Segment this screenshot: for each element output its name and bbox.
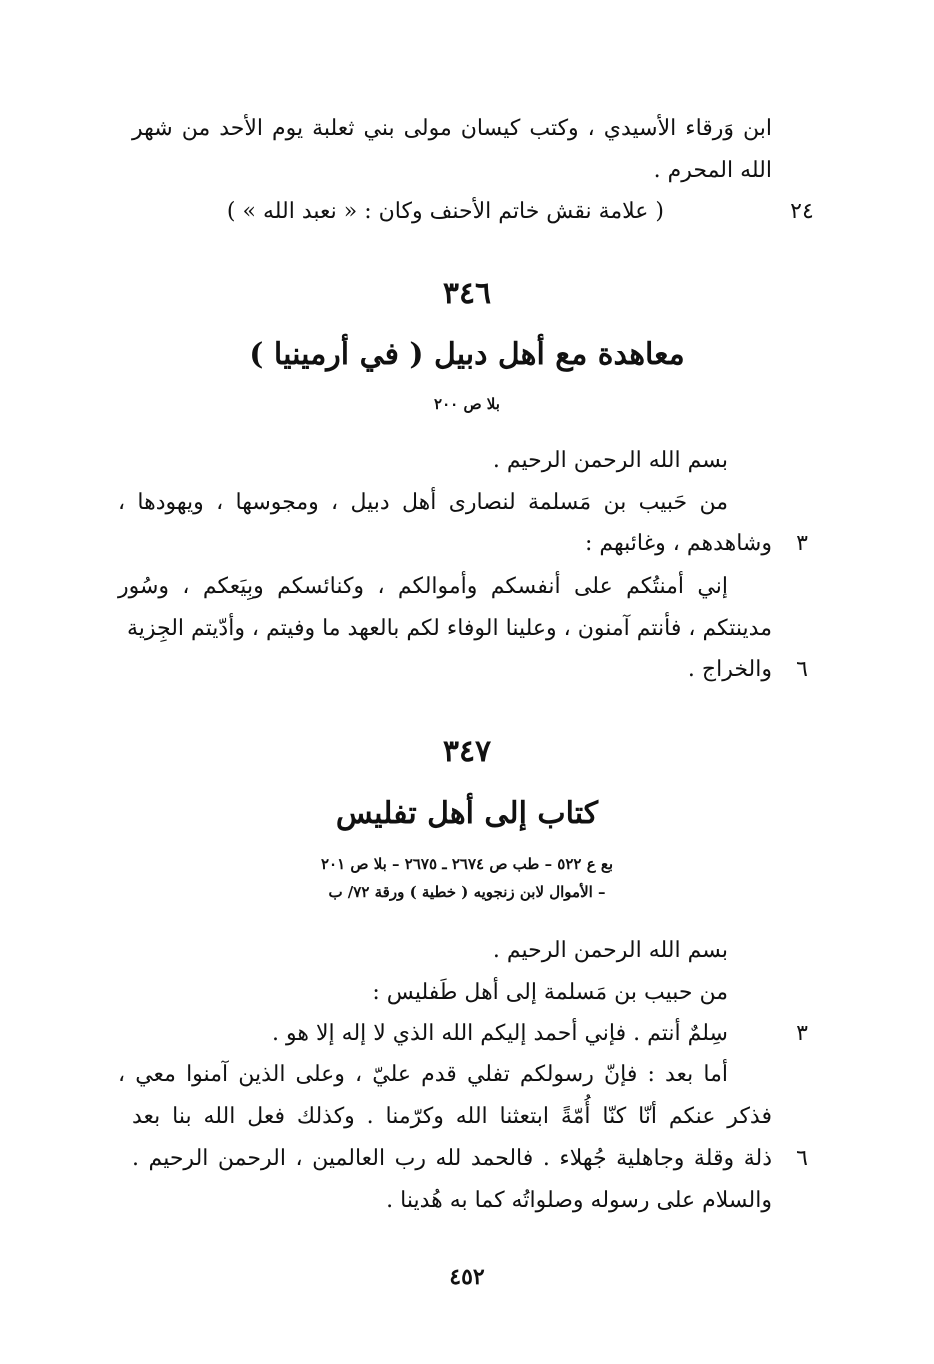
text-line: مدينتكم ، فأنتم آمنون ، وعلينا الوفاء لكم بالعهد ما وفيتم ، وأدّيتم الجِزية xyxy=(126,616,772,641)
document-source: بع ع ٥٢٢ – طب ص ٢٦٧٤ ـ ٢٦٧٥ – بلا ص ٢٠١ xyxy=(320,855,614,873)
document-title: معاهدة مع أهل دبيل ( في أرمينيا ) xyxy=(249,337,685,372)
line-number: ٦ xyxy=(796,657,808,682)
page-number: ٤٥٢ xyxy=(449,1264,485,1290)
text-line: إني أمنتُكم على أنفسكم وأموالكم ، وكنائسكم وبِيَعكم ، وسُور xyxy=(118,574,728,599)
text-line: ابن وَرقاء الأسيدي ، وكتب كيسان مولى بني ثعلبة يوم الأحد من شهر xyxy=(132,116,772,141)
text-line: بسم الله الرحمن الرحيم . xyxy=(492,938,728,963)
text-line: والخراج . xyxy=(687,657,772,682)
text-line: والسلام على رسوله وصلواتُه كما به هُدينا . xyxy=(386,1188,772,1213)
document-number: ٣٤٦ xyxy=(442,276,492,311)
line-number: ٢٤ xyxy=(790,199,814,224)
document-number: ٣٤٧ xyxy=(442,734,492,769)
text-line: الله المحرم . xyxy=(653,158,772,183)
line-number: ٣ xyxy=(796,1021,808,1046)
seal-note: ( علامة نقش خاتم الأحنف وكان : « نعبد الله » ) xyxy=(226,199,664,224)
text-line: وشاهدهم ، وغائبهم : xyxy=(584,531,772,556)
document-title: كتاب إلى أهل تفليس xyxy=(335,796,599,831)
document-source: – الأموال لابن زنجويه ( خطية ) ورقة ٧٢/ ب xyxy=(328,883,606,901)
text-line: فذكر عنكم أنّا كنّا أُمّةً ابتعثنا الله وكرّمنا . وكذلك فعل الله بنا بعد xyxy=(132,1104,772,1129)
text-line: من حبيب بن مَسلمة إلى أهل طَفليس : xyxy=(372,980,728,1005)
text-line: ذلة وقلة وجاهلية جُهلاء . فالحمد لله رب العالمين ، الرحمن الرحيم . xyxy=(132,1146,772,1171)
line-number: ٦ xyxy=(796,1146,808,1171)
line-number: ٣ xyxy=(796,531,808,556)
text-line: بسم الله الرحمن الرحيم . xyxy=(492,448,728,473)
document-source: بلا ص ٢٠٠ xyxy=(434,395,500,413)
text-line: من حَبيب بن مَسلمة لنصارى أهل دبيل ، ومجوسها ، ويهودها ، xyxy=(118,490,728,515)
text-line: سِلمٌ أنتم . فإني أحمد إليكم الله الذي لا إله إلا هو . xyxy=(272,1021,728,1046)
text-line: أما بعد : فإنّ رسولكم تفلي قدم عليّ ، وعلى الذين آمنوا معي ، xyxy=(118,1062,728,1087)
